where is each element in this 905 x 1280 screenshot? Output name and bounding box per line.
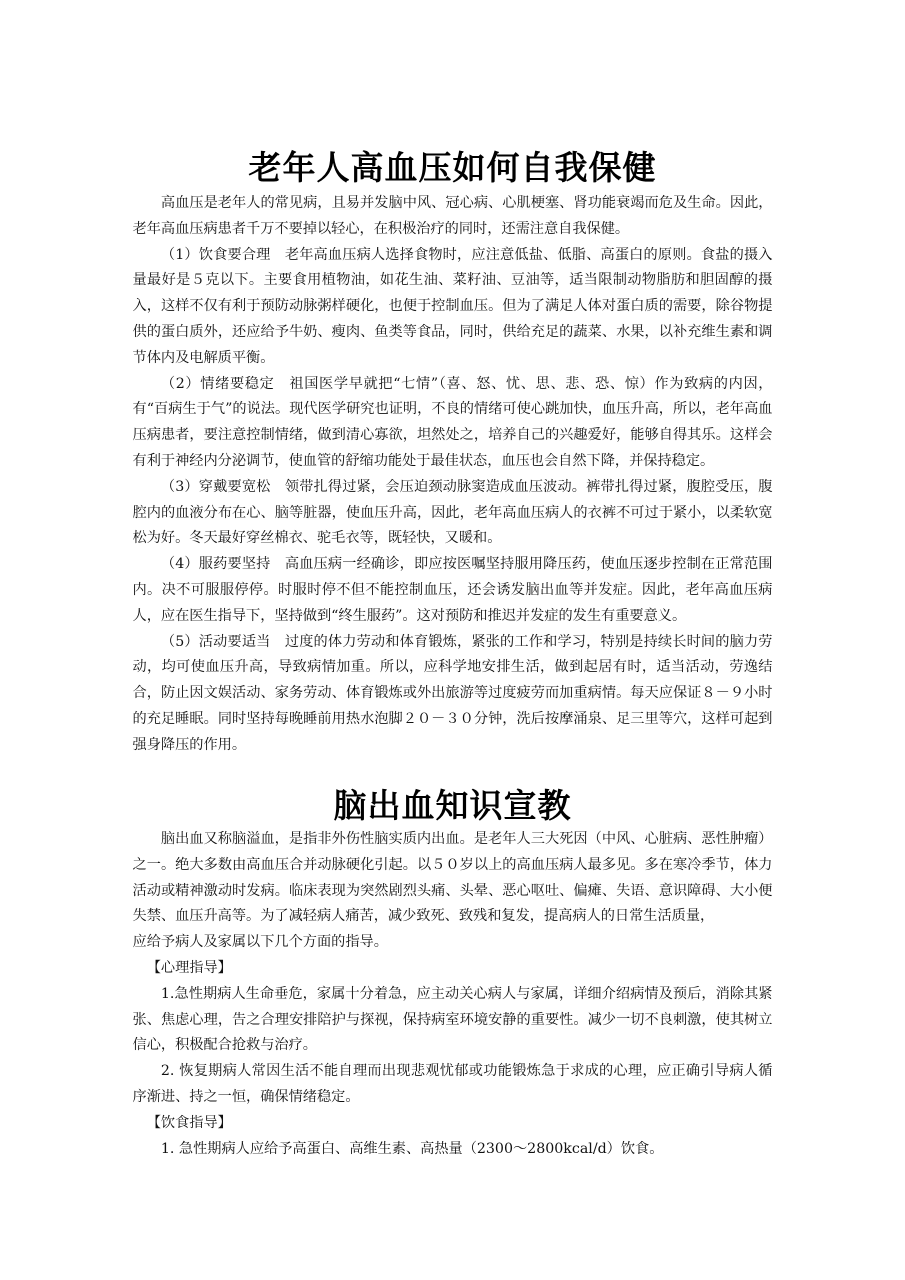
article-hypertension xyxy=(0,146,905,759)
psych-item-2: 2. 恢复期病人常因生活不能自理而出现悲观忧郁或功能锻炼急于求成的心理，应正确引导病人循序渐进、持之一恒，确保情绪稳定。 xyxy=(132,1063,773,1105)
heading-psychological-guidance: 【心理指导】 xyxy=(146,959,232,976)
paragraph-intro-continued: 应给予病人及家属以下几个方面的指导。 xyxy=(132,934,388,951)
article-title: 老年人高血压如何自我保健 xyxy=(248,148,657,187)
paragraph-medication: （4）服药要坚持 高血压病一经确诊，即应按医嘱坚持服用降压药，使血压逐步控制在正常范围内。决不可服服停停。时服时停不但不能控制血压，还会诱发脑出血等并发症。因此，老年高血压病人，应在医生指导下，坚持做到“终生服药”。这对预防和推迟并发症的发生有重要意义。 xyxy=(132,556,773,624)
paragraph-diet: （1）饮食要合理 老年高血压病人选择食物时，应注意低盐、低脂、高蛋白的原则。食盐的摄入量最好是５克以下。主要食用植物油，如花生油、菜籽油、豆油等，适当限制动物脂肪和胆固醇的摄入，这样不仅有利于预防动脉粥样硬化，也便于控制血压。但为了满足人体对蛋白质的需要，除谷物提供的蛋白质外，还应给予牛奶、瘦肉、鱼类等食品，同时，供给充足的蔬菜、水果，以补充维生素和调节体内及电解质平衡。 xyxy=(132,246,773,366)
article-title: 脑出血知识宣教 xyxy=(333,786,572,825)
paragraph-clothing: （3）穿戴要宽松 领带扎得过紧，会压迫颈动脉窦造成血压波动。裤带扎得过紧，腹腔受压，腹腔内的血液分布在心、脑等脏器，使血压升高，因此，老年高血压病人的衣裤不可过于紧小，以柔软宽松为好。冬天最好穿丝棉衣、驼毛衣等，既轻快，又暖和。 xyxy=(132,478,773,547)
paragraph-intro: 脑出血又称脑溢血，是指非外伤性脑实质内出血。是老年人三大死因（中风、心脏病、恶性肿瘤）之一。绝大多数由高血压合并动脉硬化引起。以５０岁以上的高血压病人最多见。多在寒冷季节，体力活动或精神激动时发病。临床表现为突然剧烈头痛、头晕、恶心呕吐、偏瘫、失语、意识障碍、大小便失禁、血压升高等。为了减轻病人痛苦，减少致死、致残和复发，提高病人的日常生活质量， xyxy=(132,831,773,925)
psych-item-1: 1.急性期病人生命垂危，家属十分着急，应主动关心病人与家属，详细介绍病情及预后，消除其紧张、焦虑心理，告之合理安排陪护与探视，保持病室环境安静的重要性。减少一切不良刺激，使其树立信心，积极配合抢救与治疗。 xyxy=(132,985,773,1054)
article-body xyxy=(133,191,773,759)
article-body xyxy=(133,827,773,1162)
paragraph-intro: 高血压是老年人的常见病，且易并发脑中风、冠心病、心肌梗塞、肾功能衰竭而危及生命。因此，老年高血压病患者千万不要掉以轻心，在积极治疗的同时，还需注意自我保健。 xyxy=(132,195,773,237)
paragraph-emotion: （2）情绪要稳定 祖国医学早就把“七情”（喜、怒、忧、思、悲、恐、惊）作为致病的内因，有“百病生于气”的说法。现代医学研究也证明，不良的情绪可使心跳加快，血压升高，所以，老年高血压病患者，要注意控制情绪，做到清心寡欲，坦然处之，培养自己的兴趣爱好，能够自得其乐。这样会有利于神经内分泌调节，使血管的舒缩功能处于最佳状态，血压也会自然下降，并保持稳定。 xyxy=(132,375,773,469)
diet-item-1: 1. 急性期病人应给予高蛋白、高维生素、高热量（2300～2800kcal/d）饮食。 xyxy=(160,1140,664,1157)
heading-diet-guidance: 【饮食指导】 xyxy=(146,1114,232,1131)
article-cerebral-hemorrhage xyxy=(0,784,905,1162)
paragraph-activity: （5）活动要适当 过度的体力劳动和体育锻炼，紧张的工作和学习，特别是持续长时间的脑力劳动，均可使血压升高，导致病情加重。所以，应科学地安排生活，做到起居有时，适当活动，劳逸结合，防止因文娱活动、家务劳动、体育锻炼或外出旅游等过度疲劳而加重病情。每天应保证８－９小时的充足睡眠。同时坚持每晚睡前用热水泡脚２０－３０分钟，洗后按摩涌泉、足三里等穴，这样可起到强身降压的作用。 xyxy=(132,633,773,753)
